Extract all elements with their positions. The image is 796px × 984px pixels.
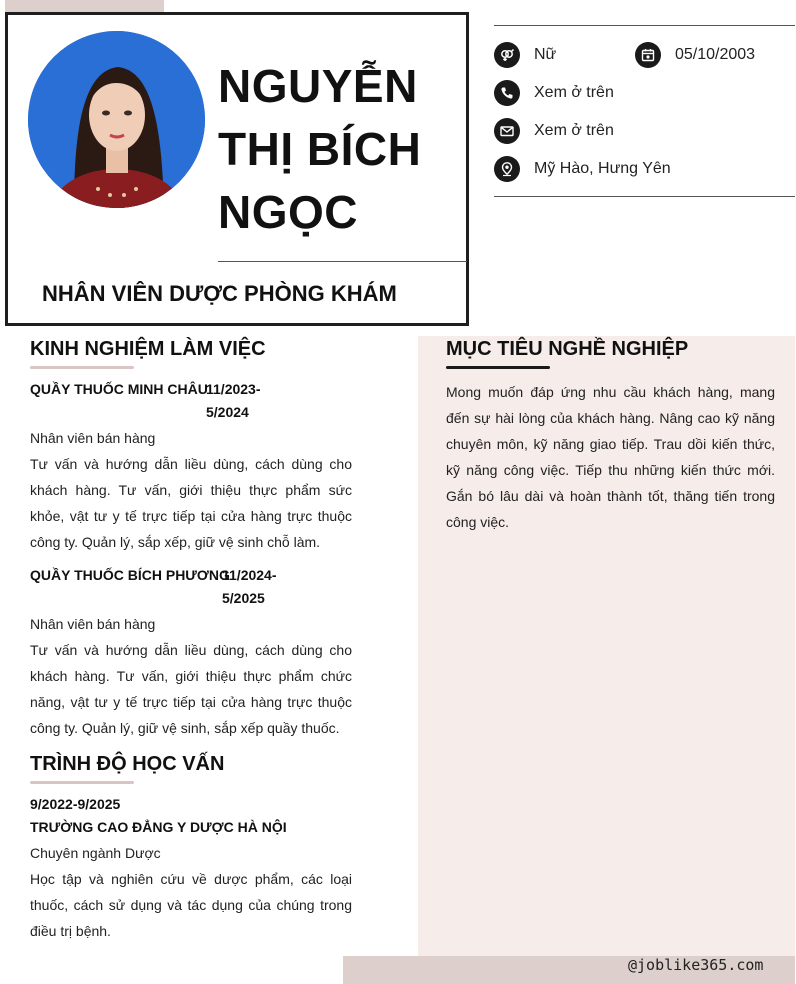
email-value: Xem ở trên	[534, 122, 614, 139]
objective-underline	[446, 366, 550, 369]
objective-text: Mong muốn đáp ứng nhu cầu khách hàng, mang đến sự hài lòng của khách hàng. Nâng cao kỹ năng chuyên môn, kỹ năng giao tiếp. Trau dồi kiến thức, kỹ năng công việc. Tiếp thu những kiến thức mới. Gắn bó lâu dài và hoàn thành tốt, thăng tiến trong công việc.	[446, 384, 775, 530]
name-line-1: NGUYỄN	[218, 60, 418, 112]
location-pin-icon	[494, 156, 520, 182]
experience-title: KINH NGHIỆM LÀM VIỆC	[30, 338, 266, 360]
contact-gender	[494, 42, 556, 68]
experience-underline	[30, 366, 134, 369]
experience-2-company: QUẦY THUỐC BÍCH PHƯƠNG	[30, 567, 230, 583]
experience-1-period-end: 5/2024	[206, 404, 249, 420]
contact-phone	[494, 80, 614, 106]
experience-2-description: Tư vấn và hướng dẫn liều dùng, cách dùng cho khách hàng. Tư vấn, giới thiệu thực phẩm chức năng, vật tư y tế trực tiếp tại cửa hàng trực thuộc công ty. Quản lý, giữ vệ sinh, sắp xếp quầy thuốc.	[30, 642, 352, 736]
education-description: Học tập và nghiên cứu về dược phẩm, các loại thuốc, cách sử dụng và tác dụng của chúng trong điều trị bệnh.	[30, 871, 352, 939]
header-card	[5, 12, 469, 326]
education-underline	[30, 781, 134, 784]
experience-1-company: QUẦY THUỐC MINH CHÂU	[30, 381, 208, 397]
calendar-icon	[635, 42, 661, 68]
education-period: 9/2022-9/2025	[30, 796, 121, 812]
education-title: TRÌNH ĐỘ HỌC VẤN	[30, 753, 225, 775]
avatar	[28, 31, 205, 208]
job-title: NHÂN VIÊN DƯỢC PHÒNG KHÁM	[42, 281, 397, 306]
name-line-3: NGỌC	[218, 186, 358, 238]
phone-value: Xem ở trên	[534, 84, 614, 101]
address-value: Mỹ Hào, Hưng Yên	[534, 160, 671, 177]
experience-1-period-start: 11/2023-	[206, 381, 261, 397]
experience-2-role: Nhân viên bán hàng	[30, 616, 156, 632]
birthdate-value: 05/10/2003	[675, 46, 756, 63]
gender-value: Nữ	[534, 46, 557, 63]
contact-info	[494, 25, 795, 197]
experience-2-period-end: 5/2025	[222, 590, 265, 606]
experience-1-description: Tư vấn và hướng dẫn liều dùng, cách dùng cho khách hàng. Tư vấn, giới thiệu thực phẩm sức khỏe, vật tư y tế trực tiếp tại cửa hàng trực thuộc công ty. Quản lý, sắp xếp, giữ vệ sinh chỗ làm.	[30, 456, 352, 550]
objective-title: MỤC TIÊU NGHỀ NGHIỆP	[446, 338, 689, 360]
envelope-icon	[494, 118, 520, 144]
experience-1-role: Nhân viên bán hàng	[30, 430, 156, 446]
profile-photo	[28, 31, 205, 208]
contact-address	[494, 156, 671, 182]
name-line-2: THỊ BÍCH	[218, 123, 422, 175]
name-divider	[218, 261, 467, 262]
experience-2-period-start: 11/2024-	[222, 567, 277, 583]
contact-birthdate	[635, 42, 755, 68]
footer-watermark: @joblike365.com	[628, 956, 764, 974]
education-school: TRƯỜNG CAO ĐẲNG Y DƯỢC HÀ NỘI	[30, 819, 287, 835]
full-name	[218, 55, 458, 244]
phone-icon	[494, 80, 520, 106]
gender-icon	[494, 42, 520, 68]
contact-email	[494, 118, 614, 144]
education-major: Chuyên ngành Dược	[30, 845, 161, 861]
